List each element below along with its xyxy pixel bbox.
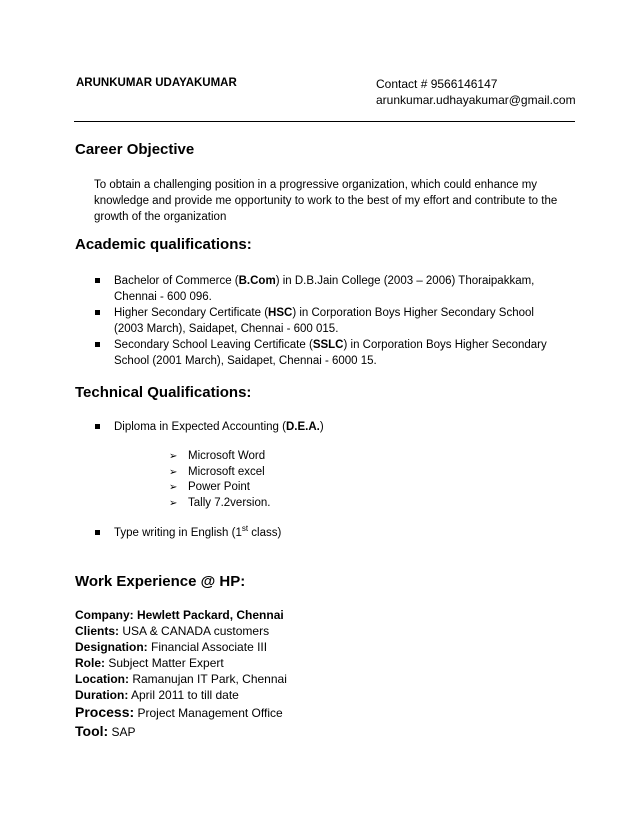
career-objective-heading: Career Objective bbox=[75, 141, 195, 158]
contact-phone: Contact # 9566146147 bbox=[376, 77, 498, 91]
contact-block bbox=[376, 76, 576, 108]
item-text: Tally 7.2version. bbox=[188, 496, 271, 509]
list-item bbox=[94, 525, 554, 541]
item-bold: SSLC bbox=[312, 339, 344, 351]
item-text: ) in Corporation Boys Higher Secondary School (2003 March), Saidapet, Chennai - 600 015. bbox=[114, 307, 534, 335]
list-item bbox=[168, 449, 270, 465]
company-line: Company: Hewlett Packard, Chennai bbox=[75, 608, 284, 622]
contact-email: arunkumar.udhayakumar@gmail.com bbox=[376, 93, 576, 107]
item-text: Microsoft Word bbox=[188, 450, 266, 462]
academic-heading: Academic qualifications: bbox=[75, 236, 252, 253]
list-item bbox=[168, 480, 270, 496]
academic-list bbox=[94, 273, 554, 369]
bullet-square-icon bbox=[95, 424, 100, 429]
clients-value: USA & CANADA customers bbox=[122, 624, 270, 638]
tool-label: Tool: bbox=[75, 723, 109, 739]
list-item bbox=[94, 273, 554, 305]
typewriting-list bbox=[94, 525, 554, 541]
item-text: Microsoft excel bbox=[188, 465, 265, 478]
career-objective-text: To obtain a challenging position in a progressive organization, which could enhance my knowledge and provide me opportunity to work to the best of my effort and contribute to the growth of the organization bbox=[94, 179, 558, 223]
item-bold: D.E.A. bbox=[285, 421, 320, 433]
arrow-bullet-icon: ➢ bbox=[169, 451, 178, 462]
item-text: Type writing in English (1 bbox=[114, 527, 242, 539]
applicant-name: ARUNKUMAR UDAYAKUMAR bbox=[76, 77, 237, 89]
item-text: class) bbox=[248, 527, 282, 539]
work-details bbox=[75, 607, 287, 741]
item-text: Diploma in Expected Accounting ( bbox=[114, 421, 286, 433]
designation-value: Financial Associate III bbox=[151, 640, 268, 654]
bullet-square-icon bbox=[95, 278, 100, 283]
list-item bbox=[168, 465, 270, 481]
arrow-bullet-icon: ➢ bbox=[169, 497, 178, 509]
technical-heading: Technical Qualifications: bbox=[75, 384, 252, 401]
item-superscript: st bbox=[241, 524, 249, 534]
duration-value: April 2011 to till date bbox=[131, 688, 239, 702]
item-bold: B.Com bbox=[238, 275, 276, 287]
designation-label: Designation: bbox=[75, 640, 148, 654]
process-value: Project Management Office bbox=[137, 706, 283, 720]
work-experience-heading: Work Experience @ HP: bbox=[75, 573, 246, 590]
item-text: ) in Corporation Boys Higher Secondary School (2001 March), Saidapet, Chennai - 6000 15. bbox=[114, 339, 547, 367]
list-item bbox=[94, 305, 554, 337]
item-text: Power Point bbox=[188, 481, 251, 493]
role-value: Subject Matter Expert bbox=[108, 656, 224, 670]
list-item bbox=[168, 496, 270, 512]
item-text: Higher Secondary Certificate ( bbox=[114, 307, 269, 319]
duration-label: Duration: bbox=[75, 688, 129, 702]
arrow-bullet-icon: ➢ bbox=[169, 466, 178, 478]
location-label: Location: bbox=[75, 672, 129, 686]
bullet-square-icon bbox=[95, 310, 100, 315]
bullet-square-icon bbox=[95, 342, 100, 347]
arrow-bullet-icon: ➢ bbox=[169, 482, 178, 493]
list-item bbox=[94, 419, 554, 435]
item-bold: HSC bbox=[268, 307, 293, 319]
item-text: ) bbox=[319, 421, 324, 433]
location-value: Ramanujan IT Park, Chennai bbox=[132, 672, 287, 686]
software-list bbox=[168, 449, 270, 511]
tool-value: SAP bbox=[111, 725, 136, 739]
role-label: Role: bbox=[75, 656, 105, 670]
diploma-list bbox=[94, 419, 554, 435]
item-text: ) in D.B.Jain College (2003 – 2006) Thoraipakkam, Chennai - 600 096. bbox=[114, 275, 535, 303]
header-divider bbox=[74, 121, 575, 122]
item-text: Secondary School Leaving Certificate ( bbox=[114, 339, 313, 351]
item-text: Bachelor of Commerce ( bbox=[114, 275, 239, 287]
process-label: Process: bbox=[75, 704, 135, 720]
clients-label: Clients: bbox=[75, 624, 120, 638]
list-item bbox=[94, 337, 554, 369]
bullet-square-icon bbox=[95, 530, 100, 535]
